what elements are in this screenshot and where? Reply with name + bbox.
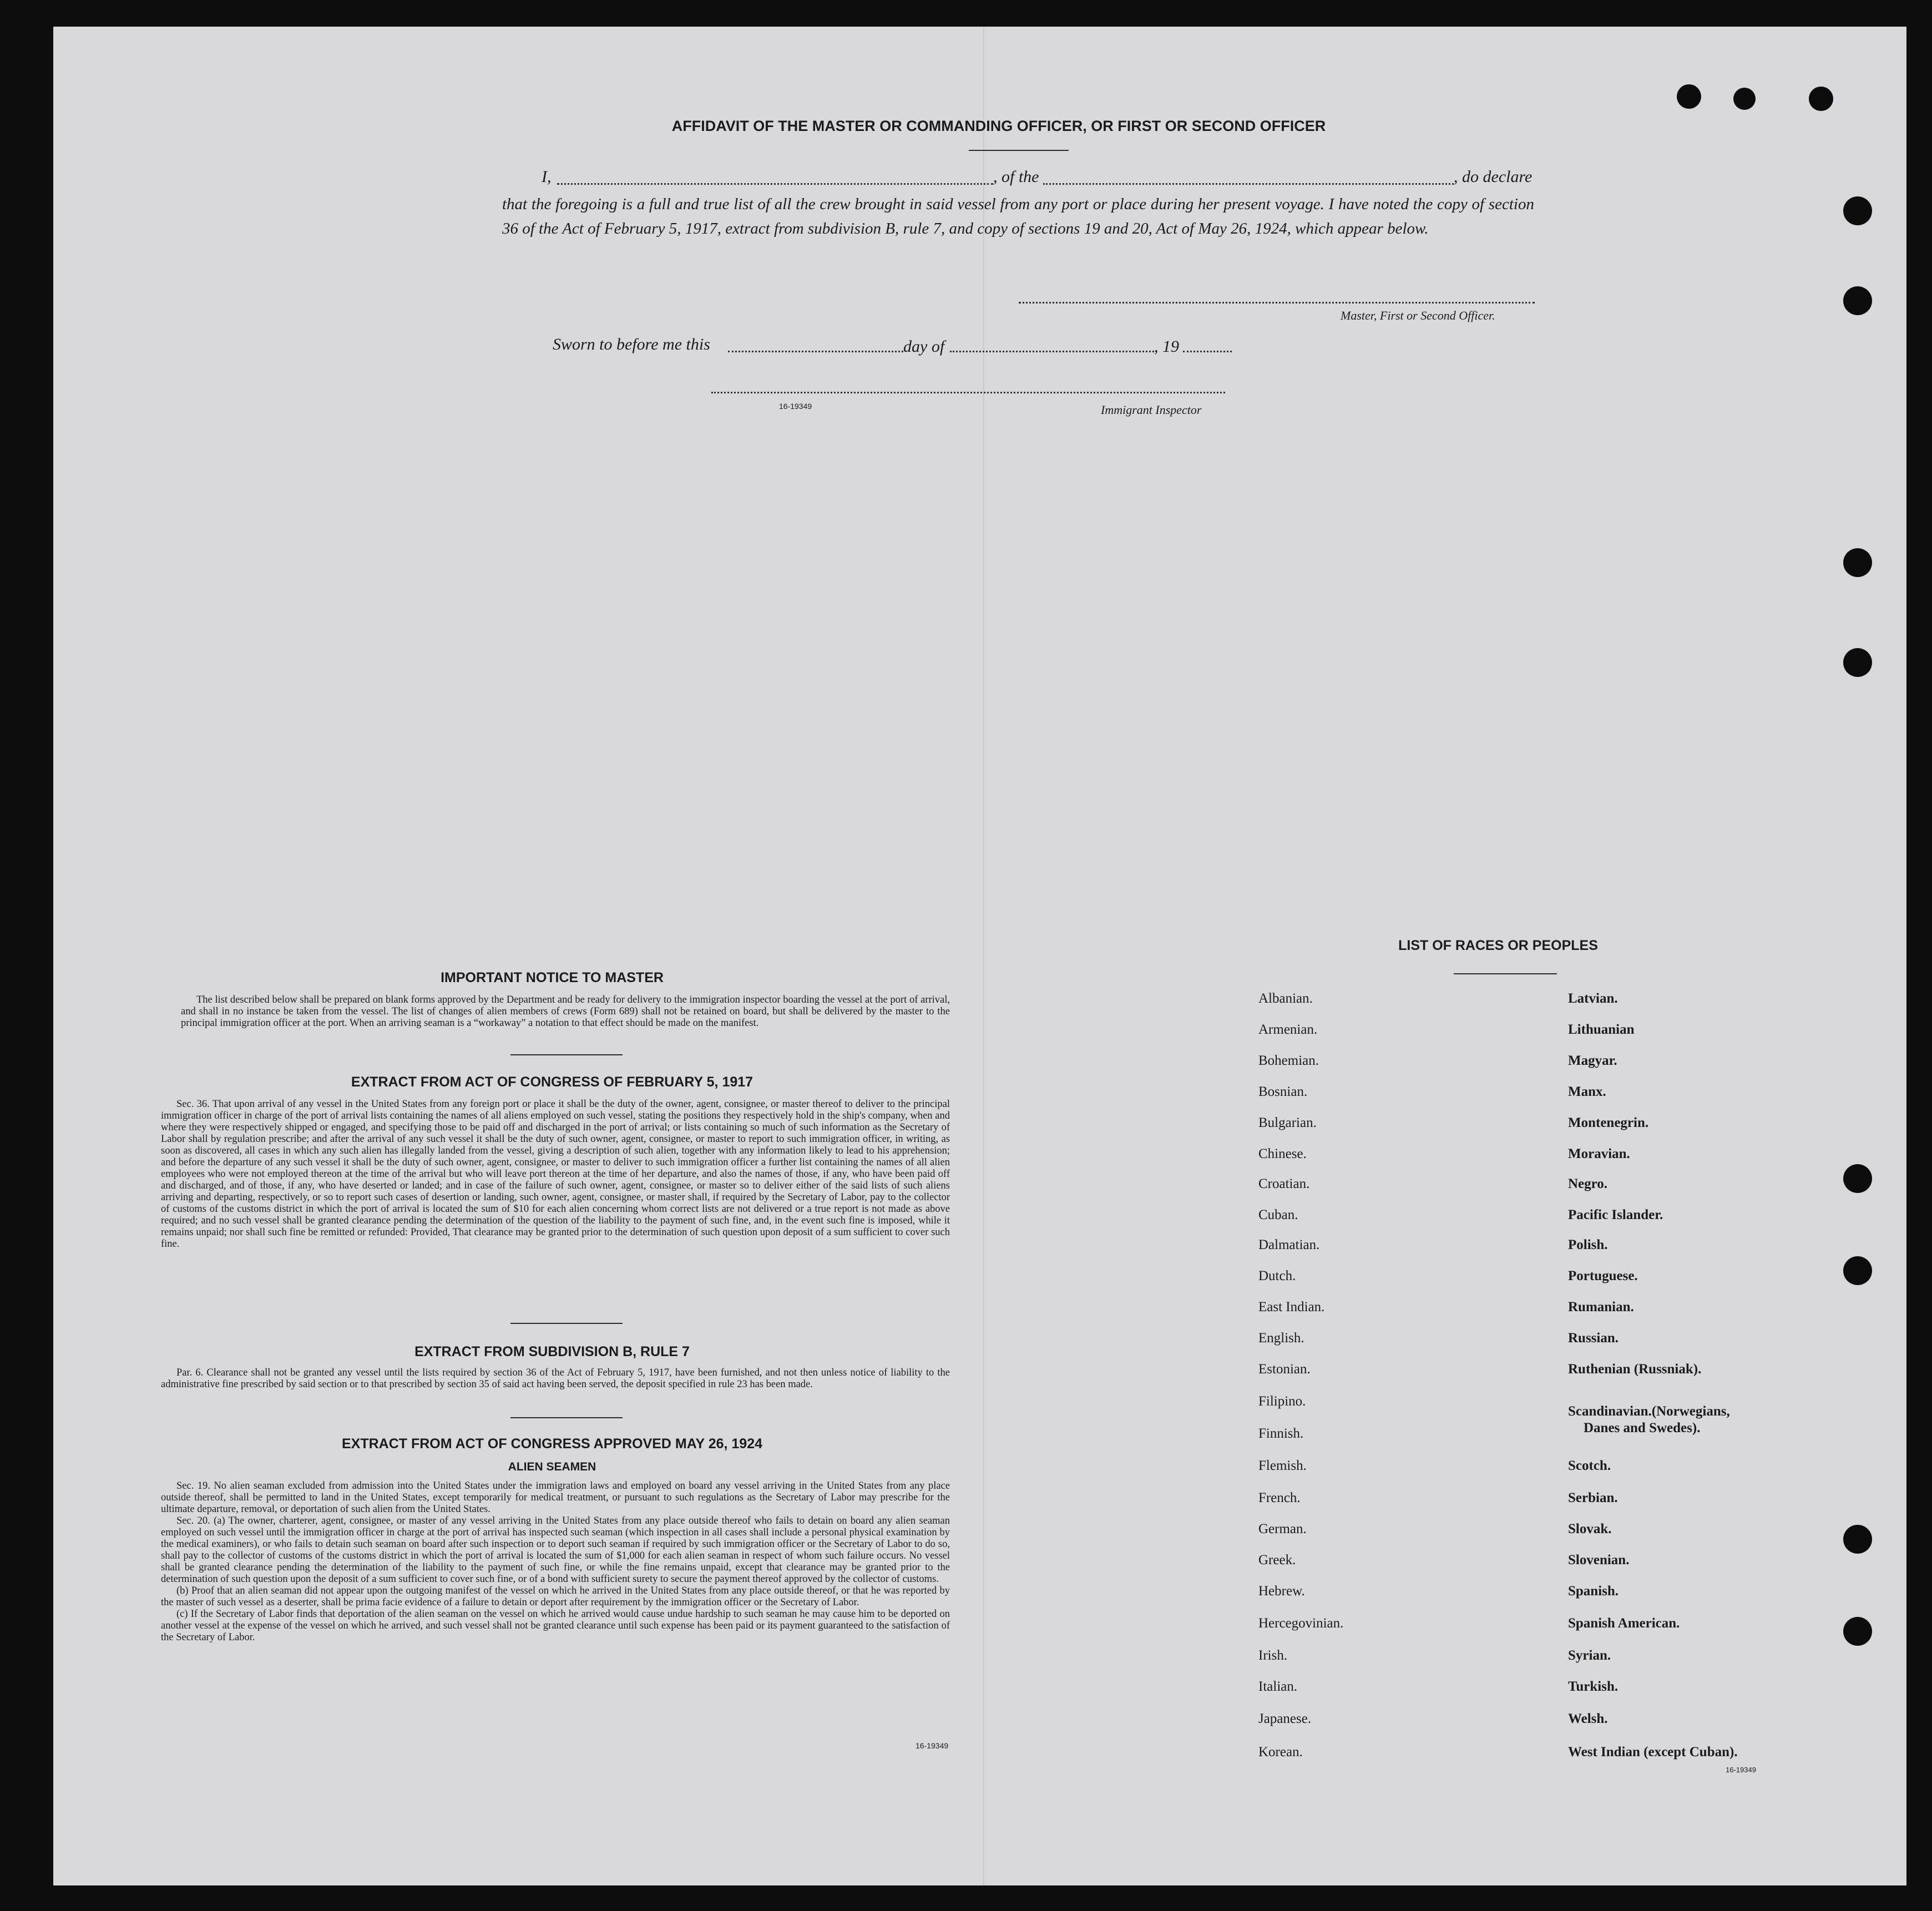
race-item: Scandinavian.(Norwegians, (1568, 1404, 1730, 1419)
year-label: , 19 (1154, 337, 1179, 356)
race-item: Serbian. (1568, 1490, 1618, 1505)
race-item: Italian. (1258, 1679, 1298, 1694)
affidavit-of-label: , of the (993, 168, 1039, 186)
sworn-month-field[interactable] (950, 351, 1154, 352)
race-item: Russian. (1568, 1331, 1619, 1346)
race-item: Japanese. (1258, 1711, 1312, 1726)
race-item: Korean. (1258, 1745, 1303, 1760)
punch-hole (1677, 84, 1701, 109)
race-item: Montenegrin. (1568, 1115, 1649, 1130)
extract-1917-title: EXTRACT FROM ACT OF CONGRESS OF FEBRUARY 5, 1917 (351, 1074, 753, 1090)
race-item: Irish. (1258, 1648, 1288, 1663)
notice-title: IMPORTANT NOTICE TO MASTER (441, 970, 664, 985)
notice-paragraph: The list described below shall be prepared on blank forms approved by the Department and be ready for delivery to the immigration inspector boarding the vessel at the port of arrival, and shall in no instance be taken from the vessel. The list of changes of alien members of crews (Form 689) shall not be retained on board, but shall be delivered by the master to the principal immigration officer at the port. When an arriving seaman is a “workaway” a notation to that effect should be made on the manifest. (181, 994, 950, 1029)
race-item: Hercegovinian. (1258, 1616, 1344, 1631)
race-item: Turkish. (1568, 1679, 1619, 1694)
race-item: Danes and Swedes). (1584, 1420, 1701, 1435)
race-item: Welsh. (1568, 1711, 1608, 1726)
sec19-paragraph: Sec. 19. No alien seaman excluded from admission into the United States under the immigration laws and employed on board any vessel arriving in the United States from any place outside thereof, shall be permitted to land in the United States, except temporarily for medical treatment, or pursuant to such regulations as the Secretary of Labor may prescribe for the ultimate departure, removal, or deportation of such alien from the United States. (161, 1480, 950, 1515)
extract-1924-text (161, 1480, 950, 1644)
punch-hole (1733, 88, 1756, 110)
day-of-label: day of (903, 337, 945, 356)
punch-hole (1809, 87, 1833, 111)
affidavit-title: AFFIDAVIT OF THE MASTER OR COMMANDING OFFICER, OR FIRST OR SECOND OFFICER (671, 118, 1326, 134)
race-item: Syrian. (1568, 1648, 1611, 1663)
race-item: Armenian. (1258, 1022, 1318, 1037)
par6-paragraph: Par. 6. Clearance shall not be granted any vessel until the lists required by section 36 of the Act of February 5, 1917, have been furnished, and not then unless notice of liability to the administrative fine prescribed by said section or to that prescribed by section 35 of said act having been served, the deposit specified in rule 23 has been made. (161, 1367, 950, 1390)
punch-hole (1843, 1256, 1872, 1285)
race-item: Magyar. (1568, 1053, 1617, 1068)
race-item: East Indian. (1258, 1300, 1325, 1315)
alien-seamen-subtitle: ALIEN SEAMEN (508, 1460, 596, 1473)
affidavit-body: that the foregoing is a full and true list of all the crew brought in said vessel from any port or place during her present voyage. I have noted the copy of section 36 of the Act of February 5, 1917, extract from subdivision B, rule 7, and copy of sections 19 and 20, Act of May 26, 1924, which appear below. (502, 195, 1534, 237)
inspector-signature-field[interactable] (711, 392, 1225, 393)
section-divider (510, 1054, 623, 1055)
sworn-label: Sworn to before me this (553, 335, 710, 353)
race-item: Spanish American. (1568, 1616, 1680, 1631)
race-item: Ruthenian (Russniak). (1568, 1362, 1702, 1377)
race-item: English. (1258, 1331, 1304, 1346)
page-fold (983, 27, 984, 1885)
form-number: 16-19349 (1726, 1766, 1756, 1774)
sworn-day-field[interactable] (728, 351, 903, 352)
race-item: Slovak. (1568, 1521, 1612, 1536)
race-item: Negro. (1568, 1176, 1608, 1191)
sec20c-paragraph: (c) If the Secretary of Labor finds that deportation of the alien seaman on the vessel on which he arrived would cause undue hardship to such seaman he may cause him to be deported on another vessel at the expense of the vessel on which he arrived, and such vessel shall not be granted clearance until such expense has been paid or its payment guaranteed to the satisfaction of the Secretary of Labor. (161, 1609, 950, 1643)
punch-hole (1843, 1525, 1872, 1554)
race-item: Filipino. (1258, 1394, 1306, 1409)
form-number: 16-19349 (916, 1741, 949, 1750)
race-item: Flemish. (1258, 1458, 1307, 1473)
form-number: 16-19349 (779, 402, 812, 411)
races-divider (1454, 973, 1557, 974)
race-item: Chinese. (1258, 1146, 1307, 1161)
race-item: German. (1258, 1521, 1307, 1536)
races-title: LIST OF RACES OR PEOPLES (1398, 938, 1598, 953)
race-item: Greek. (1258, 1553, 1296, 1568)
race-item: Dutch. (1258, 1268, 1296, 1283)
race-item: Bohemian. (1258, 1053, 1319, 1068)
punch-hole (1843, 548, 1872, 577)
race-item: Rumanian. (1568, 1300, 1634, 1315)
race-item: Dalmatian. (1258, 1237, 1320, 1252)
extract-1924-title: EXTRACT FROM ACT OF CONGRESS APPROVED MAY 26, 1924 (341, 1436, 763, 1452)
race-item: Lithuanian (1568, 1022, 1635, 1037)
rule7-text (161, 1367, 950, 1391)
race-item: Albanian. (1258, 991, 1313, 1006)
inspector-caption: Immigrant Inspector (1101, 403, 1202, 417)
race-item: Slovenian. (1568, 1553, 1630, 1568)
race-item: Moravian. (1568, 1146, 1630, 1161)
notice-text (181, 994, 950, 1029)
race-item: Scotch. (1568, 1458, 1611, 1473)
race-item: Polish. (1568, 1237, 1608, 1252)
rule7-title: EXTRACT FROM SUBDIVISION B, RULE 7 (414, 1344, 690, 1359)
section-divider (510, 1323, 623, 1324)
race-item: Pacific Islander. (1568, 1207, 1663, 1222)
race-item: French. (1258, 1490, 1301, 1505)
sec20b-paragraph: (b) Proof that an alien seaman did not appear upon the outgoing manifest of the vessel on which he arrived in the United States from any place outside thereof, or that he was reported by the master of such vessel as a deserter, shall be prima facie evidence of a failure to detain or deport after requirement by the immigration officer or the Secretary of Labor. (161, 1585, 950, 1608)
punch-hole (1843, 196, 1872, 225)
punch-hole (1843, 1617, 1872, 1646)
race-item: Manx. (1568, 1084, 1606, 1099)
race-item: West Indian (except Cuban). (1568, 1745, 1738, 1760)
race-item: Portuguese. (1568, 1268, 1638, 1283)
affidavit-declare-label: , do declare (1454, 168, 1533, 186)
sec36-paragraph: Sec. 36. That upon arrival of any vessel in the United States from any foreign port or place it shall be the duty of the owner, agent, consignee, or master thereof to deliver to the principal immigration officer in charge of the port of arrival lists containing the names of all aliens employed on such vessel, stating the positions they respectively hold in the ship's company, when and where they were respectively shipped or engaged, and specifying those to be paid off and discharged in the port of arrival; or lists containing so much of such information as the Secretary of Labor shall by regulation prescribe; and after the arrival of any such vessel it shall be the duty of such owner, agent, consignee, or master to report to such immigration officer, in writing, as soon as discovered, all cases in which any such alien has illegally landed from the vessel, giving a description of such alien, together with any information likely to lead to his apprehension; and before the departure of any such vessel it shall be the duty of such owner, agent, consignee, or master to deliver to such immigration officer a further list containing the names of all alien employees who were not employed thereon at the time of the arrival but who will leave port thereon at the time of her departure, and also the names of those, if any, who have been paid off and discharged, and of those, if any, who have deserted or landed; and in case of the failure of such owner, agent, consignee, or master so to deliver either of the said lists of such aliens arriving and departing, respectively, or so to report such cases of desertion or landing, such owner, agent, consignee, or master shall, if required by the Secretary of Labor, pay to the collector of customs of the customs district in which the port of arrival is located the sum of $10 for each alien concerning whom correct lists are not delivered or a true report is not made as above required; and no such vessel shall be granted clearance pending the determination of the question of the liability to the payment of such fine, and, in the event such fine is imposed, while it remains unpaid; nor shall such fine be remitted or refunded: Provided, That clearance may be granted prior to the determination of such question upon deposit of a sum sufficient to cover such fine. (161, 1099, 950, 1250)
punch-hole (1843, 648, 1872, 677)
affidavit-i-label: I, (542, 168, 552, 186)
race-item: Latvian. (1568, 991, 1618, 1006)
punch-hole (1843, 286, 1872, 315)
title-divider (969, 150, 1069, 151)
vessel-field[interactable] (1043, 183, 1454, 185)
race-item: Spanish. (1568, 1584, 1619, 1599)
name-field[interactable] (557, 183, 993, 185)
section-divider (510, 1417, 623, 1418)
sworn-year-field[interactable] (1183, 351, 1232, 352)
extract-1917-text (161, 1099, 950, 1250)
race-item: Bosnian. (1258, 1084, 1308, 1099)
race-item: Estonian. (1258, 1362, 1311, 1377)
race-item: Croatian. (1258, 1176, 1310, 1191)
race-item: Cuban. (1258, 1207, 1298, 1222)
punch-hole (1843, 1164, 1872, 1193)
signature-caption: Master, First or Second Officer. (1341, 309, 1495, 322)
sec20a-paragraph: Sec. 20. (a) The owner, charterer, agent, consignee, or master of any vessel arriving in the United States from any place outside thereof who fails to detain on board any alien seaman employed on such vessel until the immigration officer in charge at the port of arrival has inspected such seaman (which inspection in all cases shall include a personal physical examination by the medical examiners), or who fails to detain such seaman on board after such inspection or to deport such seaman if required by such immigration officer or the Secretary of Labor to do so, shall pay to the collector of customs of the customs district in which the port of arrival is located the sum of $1,000 for each alien seaman in respect of whom such failure occurs. No vessel shall be granted clearance pending the determination of the liability to the payment of such fine, or while the fine remains unpaid, except that clearance may be granted prior to the determination of such question upon the deposit of a sum sufficient to cover such fine, or of a bond with sufficient surety to secure the payment thereof approved by the collector of customs. (161, 1515, 950, 1585)
race-item: Hebrew. (1258, 1584, 1305, 1599)
race-item: Finnish. (1258, 1426, 1304, 1441)
race-item: Bulgarian. (1258, 1115, 1317, 1130)
signature-field[interactable] (1019, 302, 1535, 304)
